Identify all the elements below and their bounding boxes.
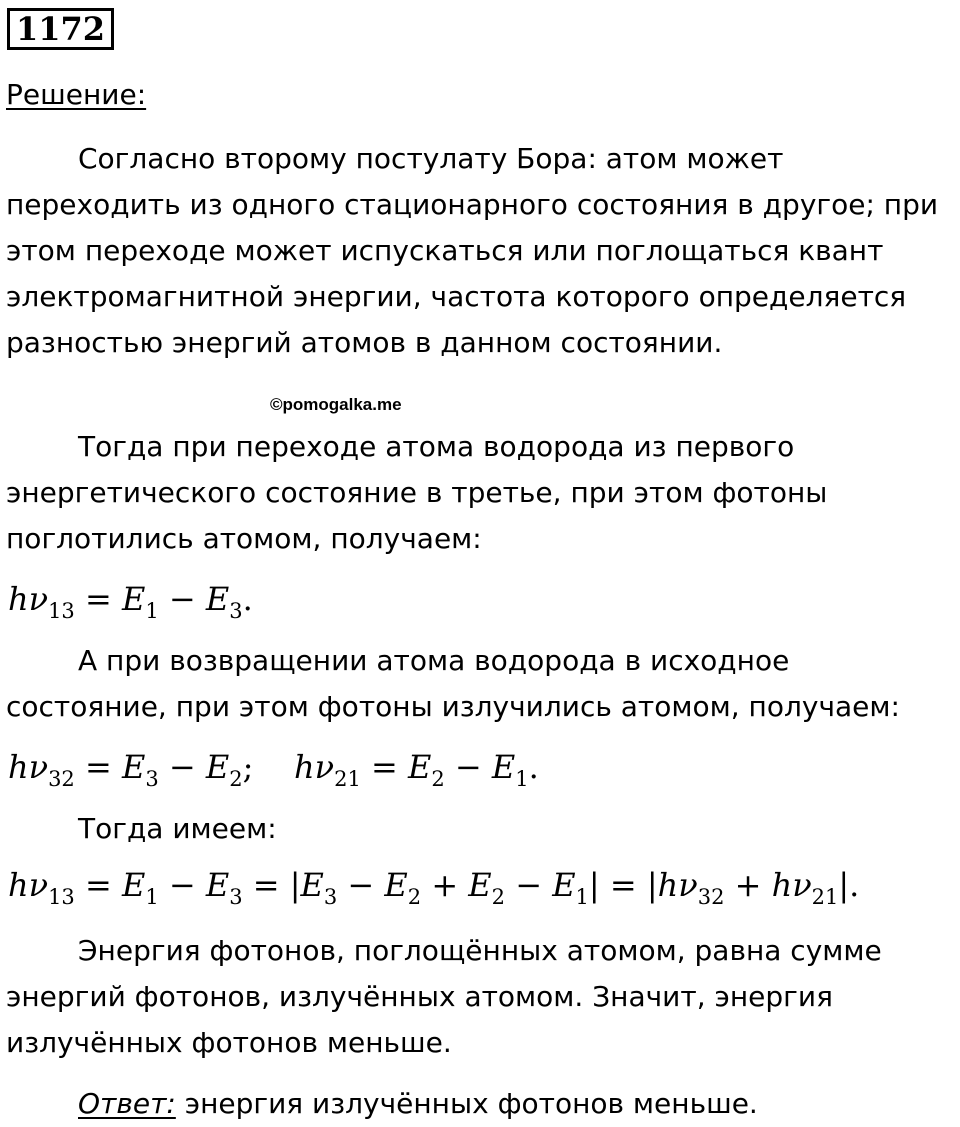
paragraph-conclusion: Энергия фотонов, поглощённых атомом, равна сумме энергий фотонов, излучённых атомом. Значит, энергия излучённых фотонов меньше.: [6, 934, 882, 1059]
equation-emission: $h\nu_{32} = E_3 - E_2$; $h\nu_{21} = E_2 - E_1$.: [8, 748, 539, 791]
watermark: ©pomogalka.me: [270, 395, 402, 414]
answer: [78, 1084, 758, 1124]
answer-label: Ответ:: [78, 1087, 176, 1120]
answer-text: энергия излучённых фотонов меньше.: [175, 1087, 758, 1120]
solution-heading: Решение:: [6, 78, 147, 111]
equation-result: $h\nu_{13} = E_1 - E_3 = |E_3 - E_2 + E_2 - E_1| = |h\nu_{32} + h\nu_{21}|$.: [8, 866, 860, 909]
equation-absorption: $h\nu_{13} = E_1 - E_3$.: [8, 580, 253, 623]
paragraph-then: Тогда имеем:: [78, 812, 277, 845]
paragraph-emission: А при возвращении атома водорода в исходное состояние, при этом фотоны излучились атомом, получаем:: [6, 644, 900, 723]
problem-number: 1172: [7, 8, 114, 50]
paragraph-absorption: Тогда при переходе атома водорода из первого энергетического состояние в третье, при этом фотоны поглотились атомом, получаем:: [6, 430, 828, 555]
paragraph-bohr-postulate: Согласно второму постулату Бора: атом может переходить из одного стационарного состояния в другое; при этом переходе может испускаться или поглощаться квант электромагнитной энергии, частота которого определяется разностью энергий атомов в данном состоянии.: [6, 142, 939, 359]
